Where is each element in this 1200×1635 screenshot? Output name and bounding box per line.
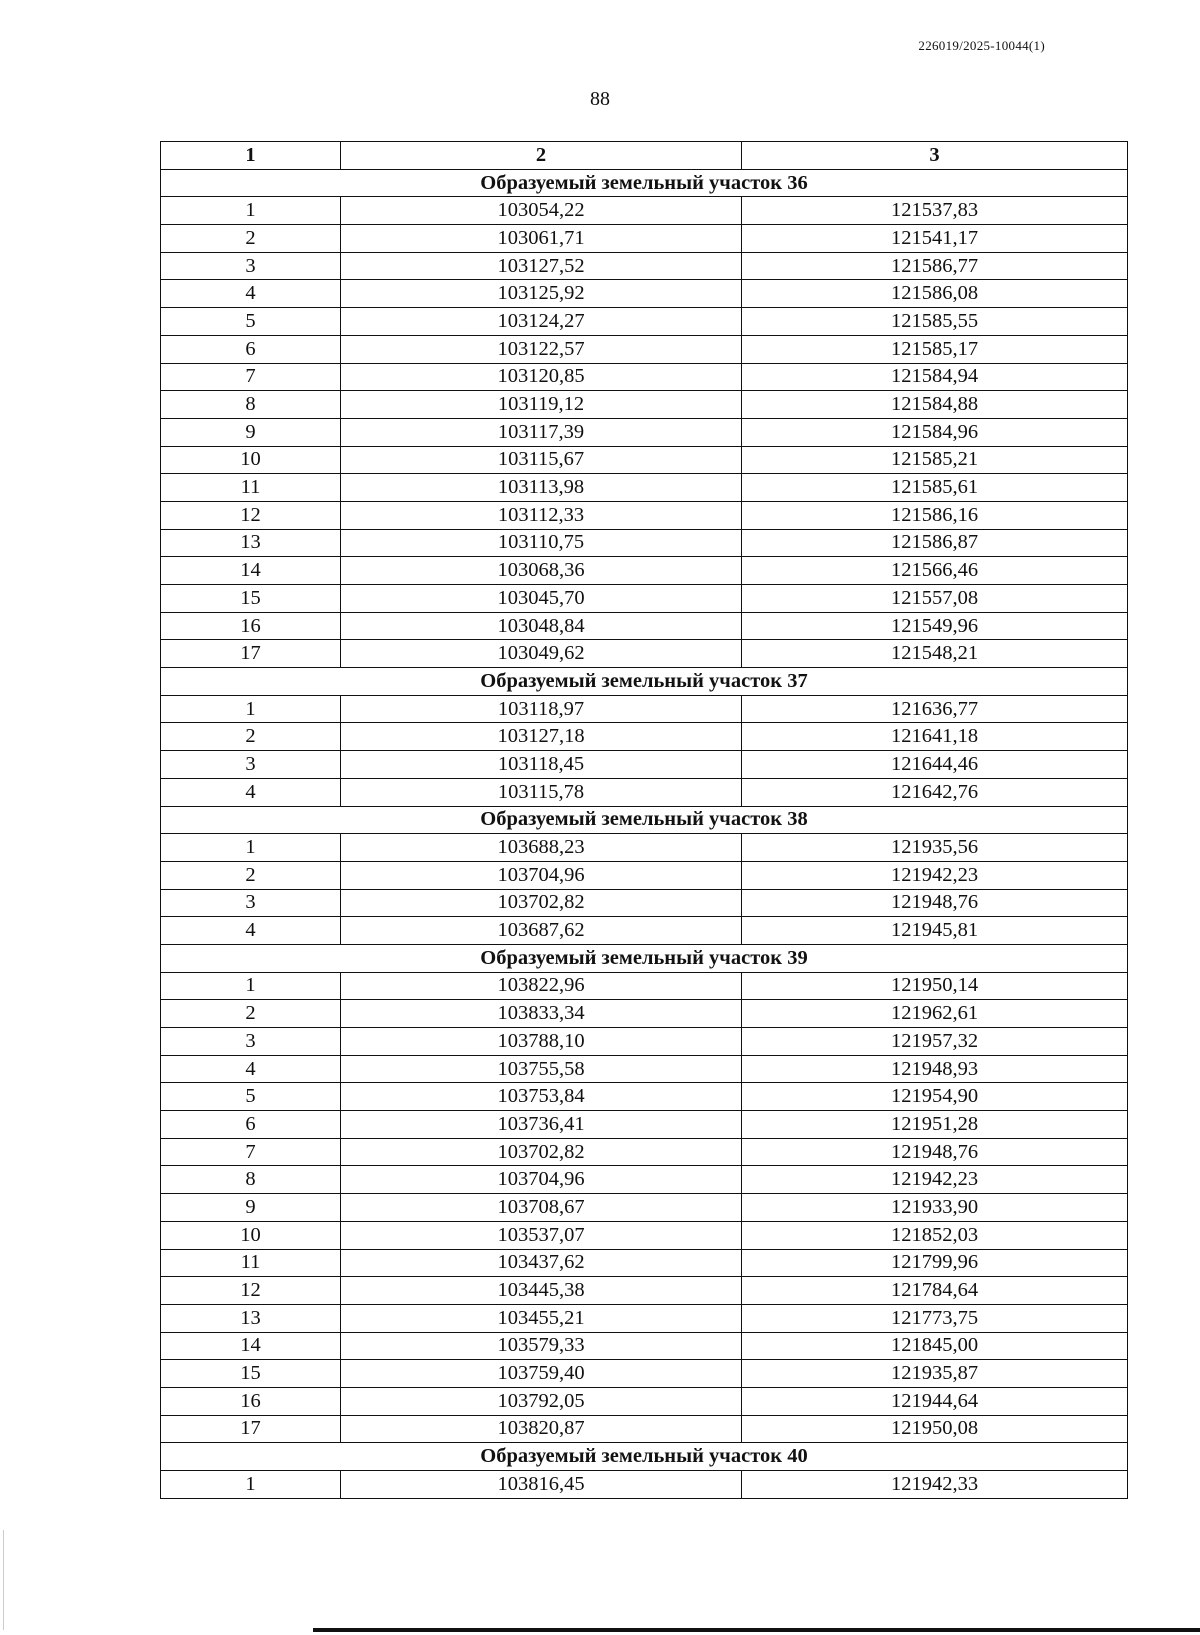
section-title: Образуемый земельный участок 37 <box>161 668 1128 696</box>
x-coordinate-cell: 103120,85 <box>341 363 742 391</box>
point-number-cell: 16 <box>161 612 341 640</box>
coordinates-table <box>160 141 1128 1499</box>
y-coordinate-cell: 121945,81 <box>742 917 1128 945</box>
point-number-cell: 5 <box>161 308 341 336</box>
table-row <box>161 1194 1128 1222</box>
y-coordinate-cell: 121548,21 <box>742 640 1128 668</box>
point-number-cell: 17 <box>161 640 341 668</box>
x-coordinate-cell: 103119,12 <box>341 391 742 419</box>
x-coordinate-cell: 103049,62 <box>341 640 742 668</box>
x-coordinate-cell: 103122,57 <box>341 335 742 363</box>
x-coordinate-cell: 103117,39 <box>341 418 742 446</box>
x-coordinate-cell: 103437,62 <box>341 1249 742 1277</box>
table-row <box>161 197 1128 225</box>
point-number-cell: 4 <box>161 917 341 945</box>
table-row <box>161 474 1128 502</box>
y-coordinate-cell: 121642,76 <box>742 778 1128 806</box>
x-coordinate-cell: 103753,84 <box>341 1083 742 1111</box>
x-coordinate-cell: 103061,71 <box>341 225 742 253</box>
y-coordinate-cell: 121585,61 <box>742 474 1128 502</box>
y-coordinate-cell: 121586,08 <box>742 280 1128 308</box>
x-coordinate-cell: 103045,70 <box>341 585 742 613</box>
table-body <box>161 169 1128 1498</box>
x-coordinate-cell: 103704,96 <box>341 1166 742 1194</box>
point-number-cell: 7 <box>161 363 341 391</box>
y-coordinate-cell: 121557,08 <box>742 585 1128 613</box>
column-header: 3 <box>742 142 1128 170</box>
y-coordinate-cell: 121944,64 <box>742 1387 1128 1415</box>
point-number-cell: 2 <box>161 225 341 253</box>
page-number: 88 <box>590 88 610 110</box>
y-coordinate-cell: 121845,00 <box>742 1332 1128 1360</box>
table-row <box>161 1471 1128 1499</box>
x-coordinate-cell: 103115,67 <box>341 446 742 474</box>
y-coordinate-cell: 121935,56 <box>742 834 1128 862</box>
point-number-cell: 8 <box>161 391 341 419</box>
y-coordinate-cell: 121948,93 <box>742 1055 1128 1083</box>
y-coordinate-cell: 121784,64 <box>742 1277 1128 1305</box>
scan-edge-mark <box>3 1530 4 1630</box>
table-row <box>161 751 1128 779</box>
y-coordinate-cell: 121942,23 <box>742 861 1128 889</box>
point-number-cell: 9 <box>161 418 341 446</box>
section-title: Образуемый земельный участок 36 <box>161 169 1128 197</box>
x-coordinate-cell: 103702,82 <box>341 889 742 917</box>
table-row <box>161 889 1128 917</box>
table-row <box>161 695 1128 723</box>
table-row <box>161 1028 1128 1056</box>
table-row <box>161 557 1128 585</box>
table-row <box>161 834 1128 862</box>
x-coordinate-cell: 103687,62 <box>341 917 742 945</box>
section-title: Образуемый земельный участок 39 <box>161 944 1128 972</box>
table-row <box>161 861 1128 889</box>
point-number-cell: 14 <box>161 1332 341 1360</box>
point-number-cell: 15 <box>161 585 341 613</box>
y-coordinate-cell: 121636,77 <box>742 695 1128 723</box>
y-coordinate-cell: 121948,76 <box>742 889 1128 917</box>
y-coordinate-cell: 121962,61 <box>742 1000 1128 1028</box>
x-coordinate-cell: 103833,34 <box>341 1000 742 1028</box>
table-row <box>161 280 1128 308</box>
x-coordinate-cell: 103579,33 <box>341 1332 742 1360</box>
table-row <box>161 612 1128 640</box>
document-number: 226019/2025-10044(1) <box>918 38 1045 53</box>
section-header-row <box>161 668 1128 696</box>
point-number-cell: 1 <box>161 197 341 225</box>
table-row <box>161 529 1128 557</box>
point-number-cell: 6 <box>161 335 341 363</box>
y-coordinate-cell: 121584,94 <box>742 363 1128 391</box>
point-number-cell: 3 <box>161 252 341 280</box>
table-row <box>161 1138 1128 1166</box>
y-coordinate-cell: 121935,87 <box>742 1360 1128 1388</box>
table-row <box>161 391 1128 419</box>
point-number-cell: 4 <box>161 280 341 308</box>
point-number-cell: 10 <box>161 446 341 474</box>
x-coordinate-cell: 103816,45 <box>341 1471 742 1499</box>
x-coordinate-cell: 103115,78 <box>341 778 742 806</box>
section-header-row <box>161 806 1128 834</box>
y-coordinate-cell: 121950,08 <box>742 1415 1128 1443</box>
point-number-cell: 2 <box>161 1000 341 1028</box>
point-number-cell: 2 <box>161 723 341 751</box>
x-coordinate-cell: 103110,75 <box>341 529 742 557</box>
table-row <box>161 778 1128 806</box>
point-number-cell: 12 <box>161 501 341 529</box>
table-row <box>161 917 1128 945</box>
point-number-cell: 16 <box>161 1387 341 1415</box>
table-row <box>161 335 1128 363</box>
y-coordinate-cell: 121942,33 <box>742 1471 1128 1499</box>
table-row <box>161 225 1128 253</box>
point-number-cell: 4 <box>161 778 341 806</box>
table-row <box>161 1360 1128 1388</box>
table-row <box>161 723 1128 751</box>
x-coordinate-cell: 103118,45 <box>341 751 742 779</box>
y-coordinate-cell: 121584,96 <box>742 418 1128 446</box>
table-row <box>161 1249 1128 1277</box>
table-row <box>161 1221 1128 1249</box>
x-coordinate-cell: 103702,82 <box>341 1138 742 1166</box>
y-coordinate-cell: 121549,96 <box>742 612 1128 640</box>
table-row <box>161 252 1128 280</box>
point-number-cell: 9 <box>161 1194 341 1222</box>
y-coordinate-cell: 121773,75 <box>742 1304 1128 1332</box>
x-coordinate-cell: 103455,21 <box>341 1304 742 1332</box>
y-coordinate-cell: 121585,55 <box>742 308 1128 336</box>
x-coordinate-cell: 103125,92 <box>341 280 742 308</box>
y-coordinate-cell: 121799,96 <box>742 1249 1128 1277</box>
y-coordinate-cell: 121957,32 <box>742 1028 1128 1056</box>
x-coordinate-cell: 103113,98 <box>341 474 742 502</box>
point-number-cell: 6 <box>161 1111 341 1139</box>
x-coordinate-cell: 103755,58 <box>341 1055 742 1083</box>
table-row <box>161 1332 1128 1360</box>
x-coordinate-cell: 103127,52 <box>341 252 742 280</box>
table-row <box>161 1111 1128 1139</box>
y-coordinate-cell: 121933,90 <box>742 1194 1128 1222</box>
table-row <box>161 972 1128 1000</box>
point-number-cell: 5 <box>161 1083 341 1111</box>
x-coordinate-cell: 103048,84 <box>341 612 742 640</box>
table-row <box>161 363 1128 391</box>
x-coordinate-cell: 103704,96 <box>341 861 742 889</box>
bottom-rule <box>313 1628 1200 1632</box>
point-number-cell: 3 <box>161 1028 341 1056</box>
point-number-cell: 10 <box>161 1221 341 1249</box>
y-coordinate-cell: 121586,77 <box>742 252 1128 280</box>
table-row <box>161 1277 1128 1305</box>
y-coordinate-cell: 121586,16 <box>742 501 1128 529</box>
table-row <box>161 1055 1128 1083</box>
x-coordinate-cell: 103124,27 <box>341 308 742 336</box>
x-coordinate-cell: 103054,22 <box>341 197 742 225</box>
y-coordinate-cell: 121585,21 <box>742 446 1128 474</box>
point-number-cell: 1 <box>161 695 341 723</box>
table-row <box>161 585 1128 613</box>
point-number-cell: 17 <box>161 1415 341 1443</box>
x-coordinate-cell: 103788,10 <box>341 1028 742 1056</box>
x-coordinate-cell: 103822,96 <box>341 972 742 1000</box>
x-coordinate-cell: 103537,07 <box>341 1221 742 1249</box>
point-number-cell: 2 <box>161 861 341 889</box>
table-row <box>161 1083 1128 1111</box>
point-number-cell: 3 <box>161 751 341 779</box>
point-number-cell: 1 <box>161 834 341 862</box>
y-coordinate-cell: 121950,14 <box>742 972 1128 1000</box>
y-coordinate-cell: 121852,03 <box>742 1221 1128 1249</box>
table-row <box>161 501 1128 529</box>
point-number-cell: 4 <box>161 1055 341 1083</box>
x-coordinate-cell: 103820,87 <box>341 1415 742 1443</box>
column-header: 1 <box>161 142 341 170</box>
section-title: Образуемый земельный участок 38 <box>161 806 1128 834</box>
table-row <box>161 640 1128 668</box>
point-number-cell: 8 <box>161 1166 341 1194</box>
table-row <box>161 418 1128 446</box>
point-number-cell: 1 <box>161 972 341 1000</box>
section-header-row <box>161 1443 1128 1471</box>
point-number-cell: 7 <box>161 1138 341 1166</box>
table-row <box>161 1415 1128 1443</box>
point-number-cell: 3 <box>161 889 341 917</box>
point-number-cell: 1 <box>161 1471 341 1499</box>
column-header: 2 <box>341 142 742 170</box>
y-coordinate-cell: 121586,87 <box>742 529 1128 557</box>
point-number-cell: 14 <box>161 557 341 585</box>
table-row <box>161 446 1128 474</box>
x-coordinate-cell: 103112,33 <box>341 501 742 529</box>
table-row <box>161 1000 1128 1028</box>
y-coordinate-cell: 121585,17 <box>742 335 1128 363</box>
y-coordinate-cell: 121644,46 <box>742 751 1128 779</box>
point-number-cell: 13 <box>161 1304 341 1332</box>
table-row <box>161 308 1128 336</box>
x-coordinate-cell: 103688,23 <box>341 834 742 862</box>
y-coordinate-cell: 121948,76 <box>742 1138 1128 1166</box>
x-coordinate-cell: 103759,40 <box>341 1360 742 1388</box>
section-header-row <box>161 169 1128 197</box>
y-coordinate-cell: 121954,90 <box>742 1083 1128 1111</box>
x-coordinate-cell: 103792,05 <box>341 1387 742 1415</box>
table-row <box>161 1166 1128 1194</box>
point-number-cell: 11 <box>161 1249 341 1277</box>
y-coordinate-cell: 121584,88 <box>742 391 1128 419</box>
point-number-cell: 13 <box>161 529 341 557</box>
y-coordinate-cell: 121951,28 <box>742 1111 1128 1139</box>
section-header-row <box>161 944 1128 972</box>
point-number-cell: 15 <box>161 1360 341 1388</box>
point-number-cell: 12 <box>161 1277 341 1305</box>
y-coordinate-cell: 121541,17 <box>742 225 1128 253</box>
y-coordinate-cell: 121566,46 <box>742 557 1128 585</box>
y-coordinate-cell: 121537,83 <box>742 197 1128 225</box>
section-title: Образуемый земельный участок 40 <box>161 1443 1128 1471</box>
y-coordinate-cell: 121942,23 <box>742 1166 1128 1194</box>
table-header-row <box>161 142 1128 170</box>
table-row <box>161 1387 1128 1415</box>
y-coordinate-cell: 121641,18 <box>742 723 1128 751</box>
x-coordinate-cell: 103708,67 <box>341 1194 742 1222</box>
x-coordinate-cell: 103736,41 <box>341 1111 742 1139</box>
x-coordinate-cell: 103118,97 <box>341 695 742 723</box>
x-coordinate-cell: 103445,38 <box>341 1277 742 1305</box>
x-coordinate-cell: 103068,36 <box>341 557 742 585</box>
x-coordinate-cell: 103127,18 <box>341 723 742 751</box>
point-number-cell: 11 <box>161 474 341 502</box>
table-row <box>161 1304 1128 1332</box>
